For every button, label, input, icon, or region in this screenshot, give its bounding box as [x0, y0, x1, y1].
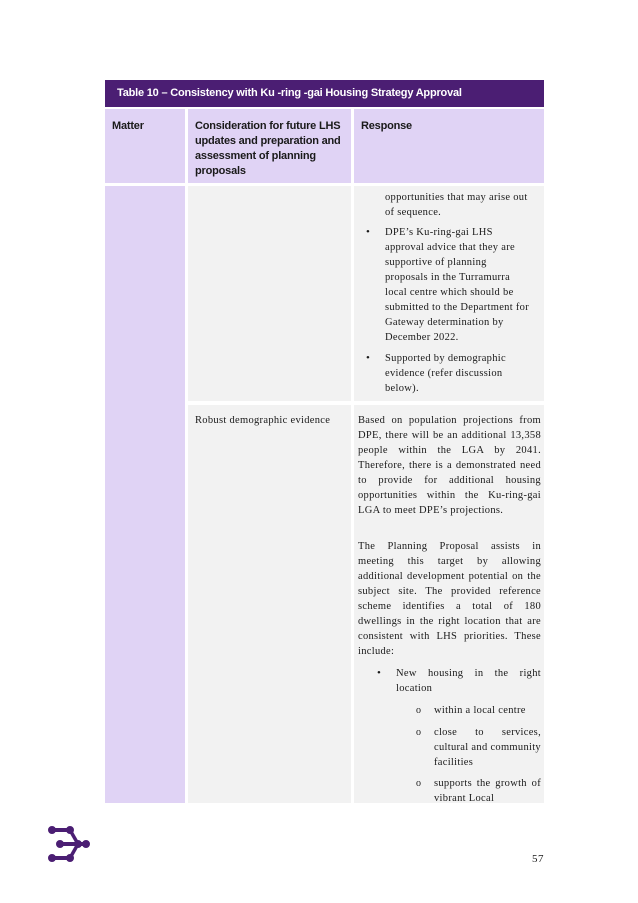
- header-response: Response: [354, 109, 544, 183]
- page-number: 57: [532, 853, 544, 865]
- paragraph: The Planning Proposal assists in meeting this target by allowing additional development potential on the subject site. The provided reference scheme identifies a total of 180 dwellings in the right location that are consistent with LHS priorities. These include:: [358, 541, 541, 657]
- continued-text: opportunities that may arise out of sequence.: [385, 192, 528, 218]
- response-cell-2: [354, 405, 544, 803]
- paragraph: Based on population projections from DPE, there will be an additional 13,358 people within the LGA by 2041. Therefore, there is a demonstrated need to provide for additional housing opportunities within the Ku-ring-gai LGA to meet DPE’s projections.: [358, 415, 541, 516]
- consideration-text: Robust demographic evidence: [195, 415, 331, 426]
- bullet-icon: •: [366, 226, 370, 238]
- consideration-cell-1: [188, 186, 351, 401]
- bullet-icon: •: [366, 352, 370, 364]
- bullet-text: DPE’s Ku-ring-gai LHS approval advice that they are supportive of planning proposals in the Turramurra local centre which should be submitted to the Department for Gateway determination by December 2022.: [385, 227, 530, 343]
- consideration-cell-2: [188, 405, 351, 803]
- brand-logo-icon: [48, 826, 90, 862]
- bullet-text: Supported by demographic evidence (refer discussion below).: [385, 353, 506, 394]
- response-cell-1: [354, 186, 544, 401]
- header-consideration: Consideration for future LHS updates and preparation and assessment of planning proposals: [188, 109, 351, 183]
- sub-bullet-text: within a local centre: [434, 705, 526, 716]
- circle-bullet-icon: o: [416, 778, 421, 789]
- sub-bullet-text: supports the growth of vibrant Local: [434, 778, 541, 804]
- table-title: Table 10 – Consistency with Ku -ring -gai Housing Strategy Approval: [105, 80, 544, 107]
- bullet-icon: •: [377, 667, 381, 679]
- matter-cell: [105, 186, 185, 803]
- circle-bullet-icon: o: [416, 705, 421, 716]
- circle-bullet-icon: o: [416, 727, 421, 738]
- header-matter: Matter: [105, 109, 185, 183]
- sub-bullet-text: close to services, cultural and community facilities: [434, 727, 541, 768]
- bullet-text: New housing in the right location: [396, 668, 541, 694]
